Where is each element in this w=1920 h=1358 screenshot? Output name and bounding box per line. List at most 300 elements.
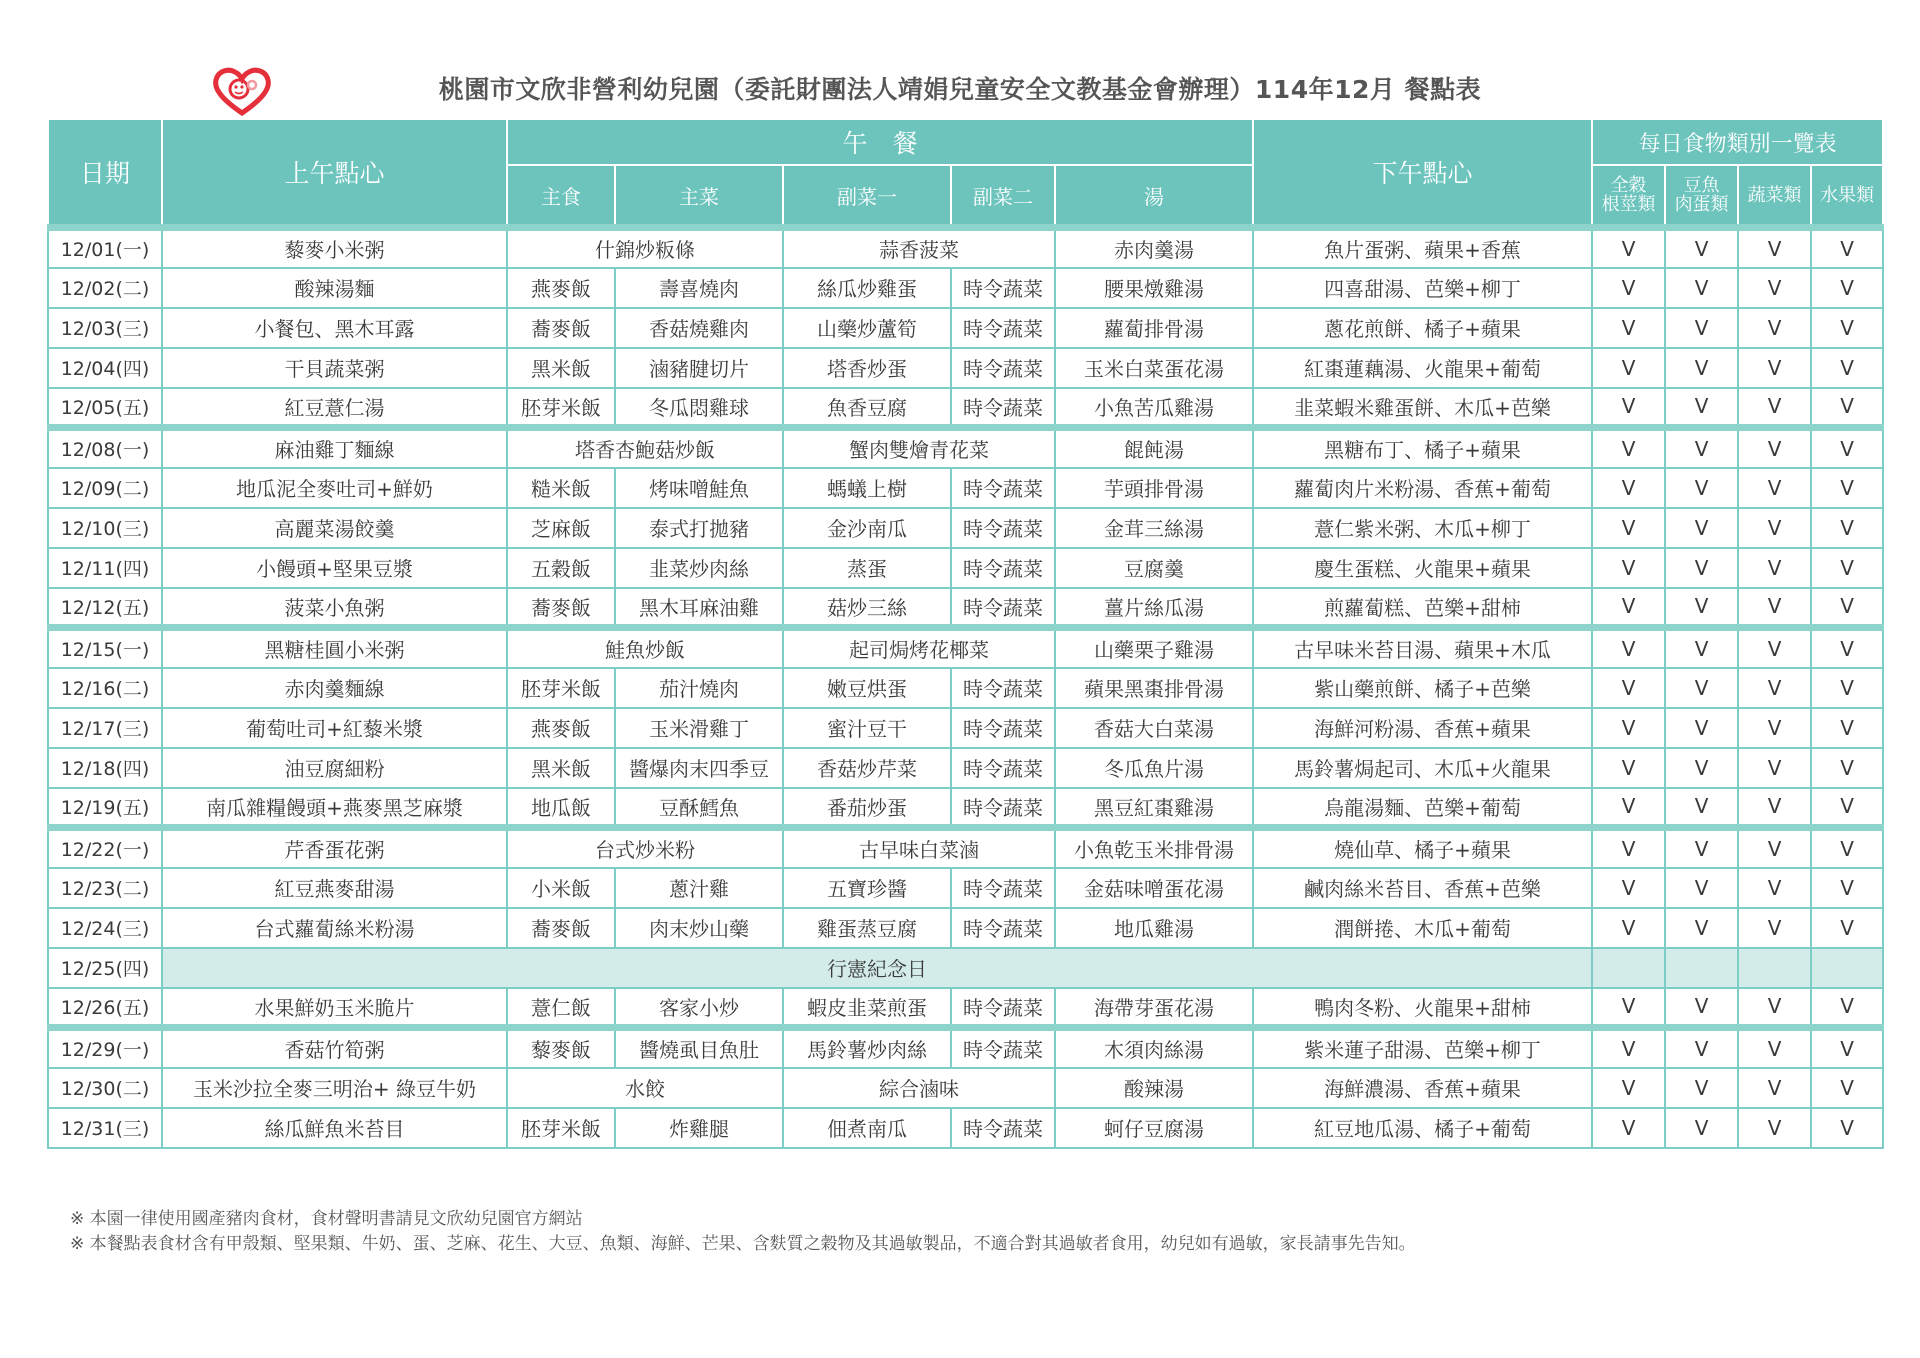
afternoon-snack-cell: 紫米蓮子甜湯、芭樂+柳丁 <box>1253 1028 1592 1068</box>
afternoon-snack-cell: 紅棗蓮藕湯、火龍果+葡萄 <box>1253 348 1592 388</box>
table-row <box>48 908 1883 948</box>
header-cat-fruit: 水果類 <box>1811 165 1883 228</box>
lunch-main-merged-cell: 台式炒米粉 <box>507 828 783 868</box>
category-check-grain: V <box>1592 228 1665 268</box>
staple-cell: 燕麥飯 <box>507 268 615 308</box>
category-empty-cell <box>1811 948 1883 988</box>
category-empty-cell <box>1592 948 1665 988</box>
afternoon-snack-cell: 黑糖布丁、橘子+蘋果 <box>1253 428 1592 468</box>
morning-snack-cell: 芹香蛋花粥 <box>162 828 507 868</box>
side-dish-1-cell: 番茄炒蛋 <box>783 788 951 828</box>
soup-cell: 玉米白菜蛋花湯 <box>1055 348 1253 388</box>
header-date: 日期 <box>48 119 162 228</box>
category-check-vegetable: V <box>1738 748 1811 788</box>
category-check-protein: V <box>1665 388 1738 428</box>
morning-snack-cell: 香菇竹筍粥 <box>162 1028 507 1068</box>
category-check-protein: V <box>1665 1108 1738 1148</box>
date-cell: 12/22(一) <box>48 828 162 868</box>
category-check-vegetable: V <box>1738 828 1811 868</box>
category-check-grain: V <box>1592 308 1665 348</box>
side-dish-1-cell: 馬鈴薯炒肉絲 <box>783 1028 951 1068</box>
date-cell: 12/29(一) <box>48 1028 162 1068</box>
staple-cell: 五穀飯 <box>507 548 615 588</box>
category-check-protein: V <box>1665 548 1738 588</box>
soup-cell: 木須肉絲湯 <box>1055 1028 1253 1068</box>
category-check-protein: V <box>1665 1028 1738 1068</box>
side-dish-2-cell: 時令蔬菜 <box>951 1108 1055 1148</box>
afternoon-snack-cell: 海鮮河粉湯、香蕉+蘋果 <box>1253 708 1592 748</box>
category-check-vegetable: V <box>1738 268 1811 308</box>
soup-cell: 小魚乾玉米排骨湯 <box>1055 828 1253 868</box>
soup-cell: 蘋果黑棗排骨湯 <box>1055 668 1253 708</box>
category-check-protein: V <box>1665 228 1738 268</box>
category-check-fruit: V <box>1811 708 1883 748</box>
side-dish-1-cell: 蝦皮韭菜煎蛋 <box>783 988 951 1028</box>
soup-cell: 蘿蔔排骨湯 <box>1055 308 1253 348</box>
soup-cell: 地瓜雞湯 <box>1055 908 1253 948</box>
category-check-protein: V <box>1665 508 1738 548</box>
holiday-cell: 行憲紀念日 <box>162 948 1592 988</box>
table-row <box>48 1108 1883 1148</box>
category-check-grain: V <box>1592 628 1665 668</box>
category-check-fruit: V <box>1811 548 1883 588</box>
lunch-side-merged-cell: 蟹肉雙燴青花菜 <box>783 428 1055 468</box>
table-row <box>48 548 1883 588</box>
category-check-fruit: V <box>1811 308 1883 348</box>
main-dish-cell: 韭菜炒肉絲 <box>615 548 783 588</box>
table-row <box>48 468 1883 508</box>
date-cell: 12/12(五) <box>48 588 162 628</box>
header-side-dish-1: 副菜一 <box>783 165 951 228</box>
category-check-protein: V <box>1665 428 1738 468</box>
morning-snack-cell: 高麗菜湯餃羹 <box>162 508 507 548</box>
lunch-main-merged-cell: 塔香杏鮑菇炒飯 <box>507 428 783 468</box>
soup-cell: 海帶芽蛋花湯 <box>1055 988 1253 1028</box>
category-check-vegetable: V <box>1738 348 1811 388</box>
date-cell: 12/30(二) <box>48 1068 162 1108</box>
side-dish-1-cell: 五寶珍醬 <box>783 868 951 908</box>
category-check-fruit: V <box>1811 388 1883 428</box>
table-row <box>48 828 1883 868</box>
header-main-dish: 主菜 <box>615 165 783 228</box>
category-check-vegetable: V <box>1738 868 1811 908</box>
soup-cell: 酸辣湯 <box>1055 1068 1253 1108</box>
main-dish-cell: 玉米滑雞丁 <box>615 708 783 748</box>
category-check-vegetable: V <box>1738 388 1811 428</box>
side-dish-2-cell: 時令蔬菜 <box>951 308 1055 348</box>
staple-cell: 地瓜飯 <box>507 788 615 828</box>
category-check-grain: V <box>1592 388 1665 428</box>
category-check-vegetable: V <box>1738 788 1811 828</box>
table-row <box>48 268 1883 308</box>
header-cat-grain: 全穀 根莖類 <box>1592 165 1665 228</box>
side-dish-2-cell: 時令蔬菜 <box>951 748 1055 788</box>
side-dish-1-cell: 蜜汁豆干 <box>783 708 951 748</box>
category-check-grain: V <box>1592 988 1665 1028</box>
morning-snack-cell: 紅豆燕麥甜湯 <box>162 868 507 908</box>
morning-snack-cell: 藜麥小米粥 <box>162 228 507 268</box>
side-dish-2-cell: 時令蔬菜 <box>951 788 1055 828</box>
morning-snack-cell: 台式蘿蔔絲米粉湯 <box>162 908 507 948</box>
date-cell: 12/05(五) <box>48 388 162 428</box>
morning-snack-cell: 小饅頭+堅果豆漿 <box>162 548 507 588</box>
category-check-grain: V <box>1592 908 1665 948</box>
date-cell: 12/19(五) <box>48 788 162 828</box>
date-cell: 12/01(一) <box>48 228 162 268</box>
category-check-fruit: V <box>1811 868 1883 908</box>
side-dish-1-cell: 山藥炒蘆筍 <box>783 308 951 348</box>
morning-snack-cell: 葡萄吐司+紅藜米漿 <box>162 708 507 748</box>
date-cell: 12/25(四) <box>48 948 162 988</box>
table-row <box>48 308 1883 348</box>
table-row <box>48 748 1883 788</box>
staple-cell: 藜麥飯 <box>507 1028 615 1068</box>
side-dish-1-cell: 佃煮南瓜 <box>783 1108 951 1148</box>
main-dish-cell: 壽喜燒肉 <box>615 268 783 308</box>
category-check-fruit: V <box>1811 1028 1883 1068</box>
date-cell: 12/10(三) <box>48 508 162 548</box>
side-dish-1-cell: 菇炒三絲 <box>783 588 951 628</box>
morning-snack-cell: 菠菜小魚粥 <box>162 588 507 628</box>
staple-cell: 蕎麥飯 <box>507 308 615 348</box>
afternoon-snack-cell: 烏龍湯麵、芭樂+葡萄 <box>1253 788 1592 828</box>
side-dish-2-cell: 時令蔬菜 <box>951 668 1055 708</box>
side-dish-1-cell: 雞蛋蒸豆腐 <box>783 908 951 948</box>
main-dish-cell: 香菇燒雞肉 <box>615 308 783 348</box>
staple-cell: 薏仁飯 <box>507 988 615 1028</box>
category-check-grain: V <box>1592 748 1665 788</box>
category-check-grain: V <box>1592 1028 1665 1068</box>
main-dish-cell: 烤味噌鮭魚 <box>615 468 783 508</box>
heart-face-logo-icon <box>212 66 272 116</box>
morning-snack-cell: 赤肉羹麵線 <box>162 668 507 708</box>
afternoon-snack-cell: 古早味米苔目湯、蘋果+木瓜 <box>1253 628 1592 668</box>
soup-cell: 香菇大白菜湯 <box>1055 708 1253 748</box>
staple-cell: 蕎麥飯 <box>507 908 615 948</box>
category-check-grain: V <box>1592 788 1665 828</box>
category-check-vegetable: V <box>1738 548 1811 588</box>
category-check-grain: V <box>1592 828 1665 868</box>
header-afternoon-snack: 下午點心 <box>1253 119 1592 228</box>
afternoon-snack-cell: 煎蘿蔔糕、芭樂+甜柿 <box>1253 588 1592 628</box>
staple-cell: 胚芽米飯 <box>507 1108 615 1148</box>
staple-cell: 胚芽米飯 <box>507 388 615 428</box>
table-row <box>48 508 1883 548</box>
table-row <box>48 788 1883 828</box>
side-dish-2-cell: 時令蔬菜 <box>951 348 1055 388</box>
header-soup: 湯 <box>1055 165 1253 228</box>
side-dish-2-cell: 時令蔬菜 <box>951 1028 1055 1068</box>
category-check-fruit: V <box>1811 1108 1883 1148</box>
soup-cell: 蚵仔豆腐湯 <box>1055 1108 1253 1148</box>
category-check-vegetable: V <box>1738 468 1811 508</box>
category-check-vegetable: V <box>1738 1108 1811 1148</box>
afternoon-snack-cell: 薏仁紫米粥、木瓜+柳丁 <box>1253 508 1592 548</box>
soup-cell: 薑片絲瓜湯 <box>1055 588 1253 628</box>
table-row <box>48 1068 1883 1108</box>
category-check-fruit: V <box>1811 508 1883 548</box>
morning-snack-cell: 地瓜泥全麥吐司+鮮奶 <box>162 468 507 508</box>
main-dish-cell: 炸雞腿 <box>615 1108 783 1148</box>
category-check-grain: V <box>1592 868 1665 908</box>
date-cell: 12/26(五) <box>48 988 162 1028</box>
main-dish-cell: 泰式打拋豬 <box>615 508 783 548</box>
side-dish-2-cell: 時令蔬菜 <box>951 268 1055 308</box>
side-dish-1-cell: 金沙南瓜 <box>783 508 951 548</box>
main-dish-cell: 醬燒虱目魚肚 <box>615 1028 783 1068</box>
morning-snack-cell: 水果鮮奶玉米脆片 <box>162 988 507 1028</box>
page-title: 桃園市文欣非營利幼兒園（委託財團法人靖娟兒童安全文教基金會辦理）114年12月 餐點表 <box>438 75 1482 104</box>
category-check-protein: V <box>1665 1068 1738 1108</box>
category-check-protein: V <box>1665 748 1738 788</box>
category-check-grain: V <box>1592 708 1665 748</box>
date-cell: 12/08(一) <box>48 428 162 468</box>
notes <box>70 1207 1416 1257</box>
main-dish-cell: 豆酥鱈魚 <box>615 788 783 828</box>
main-dish-cell: 黑木耳麻油雞 <box>615 588 783 628</box>
staple-cell: 蕎麥飯 <box>507 588 615 628</box>
table-row <box>48 1028 1883 1068</box>
main-dish-cell: 客家小炒 <box>615 988 783 1028</box>
category-check-protein: V <box>1665 708 1738 748</box>
category-check-vegetable: V <box>1738 1028 1811 1068</box>
category-check-protein: V <box>1665 308 1738 348</box>
lunch-side-merged-cell: 古早味白菜滷 <box>783 828 1055 868</box>
morning-snack-cell: 玉米沙拉全麥三明治+ 綠豆牛奶 <box>162 1068 507 1108</box>
category-check-vegetable: V <box>1738 988 1811 1028</box>
header-cat-protein: 豆魚 肉蛋類 <box>1665 165 1738 228</box>
note-allergens: ※ 本餐點表食材含有甲殼類、堅果類、牛奶、蛋、芝麻、花生、大豆、魚類、海鮮、芒果、含麩質之穀物及其過敏製品，不適合對其過敏者食用，幼兒如有過敏，家長請事先告知。 <box>70 1234 1416 1254</box>
header-side-dish-2: 副菜二 <box>951 165 1055 228</box>
category-check-grain: V <box>1592 1068 1665 1108</box>
category-check-grain: V <box>1592 588 1665 628</box>
category-check-protein: V <box>1665 668 1738 708</box>
date-cell: 12/23(二) <box>48 868 162 908</box>
table-row <box>48 708 1883 748</box>
date-cell: 12/16(二) <box>48 668 162 708</box>
side-dish-1-cell: 嫩豆烘蛋 <box>783 668 951 708</box>
staple-cell: 小米飯 <box>507 868 615 908</box>
afternoon-snack-cell: 韭菜蝦米雞蛋餅、木瓜+芭樂 <box>1253 388 1592 428</box>
soup-cell: 冬瓜魚片湯 <box>1055 748 1253 788</box>
afternoon-snack-cell: 燒仙草、橘子+蘋果 <box>1253 828 1592 868</box>
category-check-vegetable: V <box>1738 668 1811 708</box>
main-dish-cell: 醬爆肉末四季豆 <box>615 748 783 788</box>
category-check-vegetable: V <box>1738 308 1811 348</box>
table-row <box>48 348 1883 388</box>
category-check-grain: V <box>1592 548 1665 588</box>
side-dish-2-cell: 時令蔬菜 <box>951 508 1055 548</box>
soup-cell: 餛飩湯 <box>1055 428 1253 468</box>
category-empty-cell <box>1665 948 1738 988</box>
morning-snack-cell: 油豆腐細粉 <box>162 748 507 788</box>
category-check-grain: V <box>1592 1108 1665 1148</box>
soup-cell: 豆腐羹 <box>1055 548 1253 588</box>
soup-cell: 赤肉羹湯 <box>1055 228 1253 268</box>
category-check-protein: V <box>1665 908 1738 948</box>
side-dish-1-cell: 香菇炒芹菜 <box>783 748 951 788</box>
staple-cell: 芝麻飯 <box>507 508 615 548</box>
category-check-vegetable: V <box>1738 628 1811 668</box>
side-dish-1-cell: 魚香豆腐 <box>783 388 951 428</box>
soup-cell: 金菇味噌蛋花湯 <box>1055 868 1253 908</box>
soup-cell: 芋頭排骨湯 <box>1055 468 1253 508</box>
staple-cell: 黑米飯 <box>507 748 615 788</box>
side-dish-1-cell: 絲瓜炒雞蛋 <box>783 268 951 308</box>
lunch-main-merged-cell: 什錦炒粄條 <box>507 228 783 268</box>
afternoon-snack-cell: 鹹肉絲米苔目、香蕉+芭樂 <box>1253 868 1592 908</box>
afternoon-snack-cell: 紫山藥煎餅、橘子+芭樂 <box>1253 668 1592 708</box>
category-check-fruit: V <box>1811 788 1883 828</box>
category-check-grain: V <box>1592 508 1665 548</box>
meal-schedule-table <box>47 118 1884 1149</box>
afternoon-snack-cell: 潤餅捲、木瓜+葡萄 <box>1253 908 1592 948</box>
date-cell: 12/04(四) <box>48 348 162 388</box>
category-check-protein: V <box>1665 988 1738 1028</box>
table-row <box>48 428 1883 468</box>
category-check-vegetable: V <box>1738 1068 1811 1108</box>
category-check-fruit: V <box>1811 428 1883 468</box>
table-row <box>48 628 1883 668</box>
side-dish-2-cell: 時令蔬菜 <box>951 708 1055 748</box>
date-cell: 12/17(三) <box>48 708 162 748</box>
soup-cell: 山藥栗子雞湯 <box>1055 628 1253 668</box>
header-food-categories: 每日食物類別一覽表 <box>1592 119 1883 165</box>
side-dish-1-cell: 塔香炒蛋 <box>783 348 951 388</box>
side-dish-1-cell: 蒸蛋 <box>783 548 951 588</box>
main-dish-cell: 茄汁燒肉 <box>615 668 783 708</box>
side-dish-2-cell: 時令蔬菜 <box>951 388 1055 428</box>
morning-snack-cell: 麻油雞丁麵線 <box>162 428 507 468</box>
category-check-fruit: V <box>1811 1068 1883 1108</box>
category-check-fruit: V <box>1811 628 1883 668</box>
category-check-grain: V <box>1592 668 1665 708</box>
category-check-fruit: V <box>1811 988 1883 1028</box>
date-cell: 12/11(四) <box>48 548 162 588</box>
category-check-vegetable: V <box>1738 228 1811 268</box>
date-cell: 12/24(三) <box>48 908 162 948</box>
afternoon-snack-cell: 馬鈴薯焗起司、木瓜+火龍果 <box>1253 748 1592 788</box>
category-check-vegetable: V <box>1738 588 1811 628</box>
category-check-vegetable: V <box>1738 508 1811 548</box>
soup-cell: 金茸三絲湯 <box>1055 508 1253 548</box>
afternoon-snack-cell: 慶生蛋糕、火龍果+蘋果 <box>1253 548 1592 588</box>
afternoon-snack-cell: 海鮮濃湯、香蕉+蘋果 <box>1253 1068 1592 1108</box>
date-cell: 12/03(三) <box>48 308 162 348</box>
category-check-fruit: V <box>1811 348 1883 388</box>
category-check-protein: V <box>1665 828 1738 868</box>
afternoon-snack-cell: 紅豆地瓜湯、橘子+葡萄 <box>1253 1108 1592 1148</box>
category-check-fruit: V <box>1811 468 1883 508</box>
table-row <box>48 948 1883 988</box>
category-check-protein: V <box>1665 348 1738 388</box>
category-check-protein: V <box>1665 868 1738 908</box>
lunch-side-merged-cell: 起司焗烤花椰菜 <box>783 628 1055 668</box>
date-cell: 12/31(三) <box>48 1108 162 1148</box>
category-check-grain: V <box>1592 348 1665 388</box>
soup-cell: 腰果燉雞湯 <box>1055 268 1253 308</box>
side-dish-2-cell: 時令蔬菜 <box>951 588 1055 628</box>
category-check-fruit: V <box>1811 748 1883 788</box>
category-check-protein: V <box>1665 788 1738 828</box>
table-row <box>48 868 1883 908</box>
lunch-main-merged-cell: 水餃 <box>507 1068 783 1108</box>
main-dish-cell: 蔥汁雞 <box>615 868 783 908</box>
table-row <box>48 388 1883 428</box>
category-check-fruit: V <box>1811 588 1883 628</box>
category-check-vegetable: V <box>1738 908 1811 948</box>
staple-cell: 黑米飯 <box>507 348 615 388</box>
category-check-vegetable: V <box>1738 708 1811 748</box>
table-row <box>48 588 1883 628</box>
category-check-grain: V <box>1592 428 1665 468</box>
lunch-main-merged-cell: 鮭魚炒飯 <box>507 628 783 668</box>
lunch-side-merged-cell: 蒜香菠菜 <box>783 228 1055 268</box>
side-dish-2-cell: 時令蔬菜 <box>951 868 1055 908</box>
morning-snack-cell: 黑糖桂圓小米粥 <box>162 628 507 668</box>
date-cell: 12/15(一) <box>48 628 162 668</box>
afternoon-snack-cell: 四喜甜湯、芭樂+柳丁 <box>1253 268 1592 308</box>
afternoon-snack-cell: 蔥花煎餅、橘子+蘋果 <box>1253 308 1592 348</box>
table-row <box>48 988 1883 1028</box>
date-cell: 12/09(二) <box>48 468 162 508</box>
date-cell: 12/18(四) <box>48 748 162 788</box>
category-check-fruit: V <box>1811 268 1883 308</box>
morning-snack-cell: 小餐包、黑木耳露 <box>162 308 507 348</box>
afternoon-snack-cell: 蘿蔔肉片米粉湯、香蕉+葡萄 <box>1253 468 1592 508</box>
side-dish-1-cell: 螞蟻上樹 <box>783 468 951 508</box>
morning-snack-cell: 干貝蔬菜粥 <box>162 348 507 388</box>
category-check-fruit: V <box>1811 908 1883 948</box>
side-dish-2-cell: 時令蔬菜 <box>951 908 1055 948</box>
category-check-protein: V <box>1665 468 1738 508</box>
afternoon-snack-cell: 鴨肉冬粉、火龍果+甜柿 <box>1253 988 1592 1028</box>
category-check-protein: V <box>1665 588 1738 628</box>
staple-cell: 燕麥飯 <box>507 708 615 748</box>
side-dish-2-cell: 時令蔬菜 <box>951 988 1055 1028</box>
morning-snack-cell: 南瓜雜糧饅頭+燕麥黑芝麻漿 <box>162 788 507 828</box>
header-morning-snack: 上午點心 <box>162 119 507 228</box>
category-check-grain: V <box>1592 468 1665 508</box>
note-pork: ※ 本園一律使用國產豬肉食材，食材聲明書請見文欣幼兒園官方網站 <box>70 1209 583 1229</box>
main-dish-cell: 冬瓜悶雞球 <box>615 388 783 428</box>
main-dish-cell: 肉末炒山藥 <box>615 908 783 948</box>
header-staple: 主食 <box>507 165 615 228</box>
header-cat-vegetable: 蔬菜類 <box>1738 165 1811 228</box>
category-check-grain: V <box>1592 268 1665 308</box>
afternoon-snack-cell: 魚片蛋粥、蘋果+香蕉 <box>1253 228 1592 268</box>
lunch-side-merged-cell: 綜合滷味 <box>783 1068 1055 1108</box>
category-check-protein: V <box>1665 628 1738 668</box>
side-dish-2-cell: 時令蔬菜 <box>951 468 1055 508</box>
category-check-fruit: V <box>1811 668 1883 708</box>
side-dish-2-cell: 時令蔬菜 <box>951 548 1055 588</box>
staple-cell: 糙米飯 <box>507 468 615 508</box>
date-cell: 12/02(二) <box>48 268 162 308</box>
table-row <box>48 668 1883 708</box>
category-empty-cell <box>1738 948 1811 988</box>
header-lunch: 午 餐 <box>507 119 1253 165</box>
morning-snack-cell: 紅豆薏仁湯 <box>162 388 507 428</box>
category-check-fruit: V <box>1811 228 1883 268</box>
staple-cell: 胚芽米飯 <box>507 668 615 708</box>
category-check-protein: V <box>1665 268 1738 308</box>
main-dish-cell: 滷豬腱切片 <box>615 348 783 388</box>
category-check-fruit: V <box>1811 828 1883 868</box>
soup-cell: 小魚苦瓜雞湯 <box>1055 388 1253 428</box>
category-check-vegetable: V <box>1738 428 1811 468</box>
morning-snack-cell: 絲瓜鮮魚米苔目 <box>162 1108 507 1148</box>
